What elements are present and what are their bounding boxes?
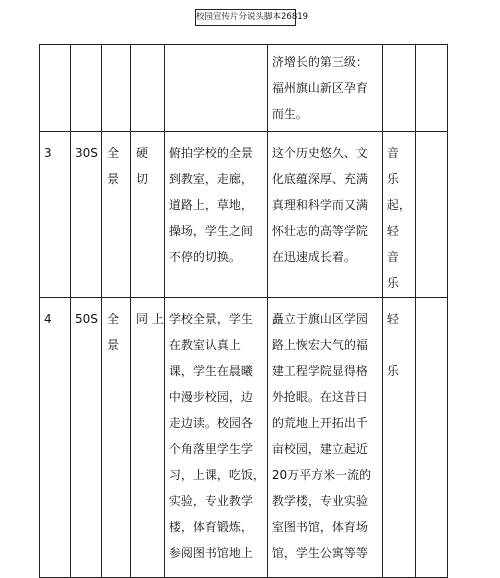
- cell-music: [382, 132, 415, 298]
- narration-line: 亩校园，建立起近: [271, 442, 368, 456]
- table-row: [40, 298, 448, 578]
- picture-line: 操场，学生之间: [168, 224, 253, 238]
- cell-duration: [71, 45, 102, 132]
- narration-line: 外抢眼。在这昔日: [271, 390, 368, 404]
- narration-line: 怀壮志的高等学院: [271, 224, 368, 238]
- cell-picture: [164, 132, 267, 298]
- cell-blank: [415, 132, 447, 298]
- picture-line: 在教室认真上: [168, 338, 241, 352]
- picture-line: 参阅图书馆地上: [168, 546, 253, 560]
- narration-line: 馆，学生公寓等等: [271, 546, 368, 560]
- music-line: 乐: [386, 172, 399, 186]
- picture-line: 中漫步校园，边: [168, 390, 253, 404]
- cell-blank: [415, 45, 447, 132]
- cell-no: [40, 45, 71, 132]
- music-line: 乐: [386, 364, 399, 378]
- movement-line: 同 上: [136, 312, 164, 326]
- narration-line: 真理和科学而又满: [271, 198, 368, 212]
- cell-picture: [164, 45, 267, 132]
- cell-music: [382, 45, 415, 132]
- picture-line: 习，上课，吃饭，: [168, 468, 265, 482]
- music-line: 轻: [386, 224, 399, 238]
- music-line: [387, 332, 415, 358]
- narration-line: 20万平方米一流的: [271, 468, 372, 482]
- narration-line: 在迅速成长着。: [271, 250, 356, 264]
- table-row: [40, 132, 448, 298]
- cell-movement: [131, 298, 165, 578]
- music-line: 轻: [386, 312, 399, 326]
- cell-movement: [131, 45, 165, 132]
- movement-line: 硬: [136, 146, 149, 160]
- script-table: [39, 44, 448, 578]
- movement-line: 切: [136, 172, 149, 186]
- narration-line: 福州旗山新区孕育: [271, 81, 368, 95]
- music-line: 音: [386, 146, 399, 160]
- music-line: 音: [386, 250, 399, 264]
- narration-line: 室图书馆，体育场: [271, 520, 368, 534]
- picture-line: 楼，体育锻炼，: [168, 520, 253, 534]
- document-title: 校园宣传片分说头脚本26819: [195, 9, 296, 26]
- narration-line: 济增长的第三级：: [271, 55, 368, 69]
- narration-line: 建工程学院显得格: [271, 364, 368, 378]
- picture-line: 到教室，走廊，: [168, 172, 253, 186]
- cell-shot: [102, 132, 131, 298]
- cell-shot: [102, 45, 131, 132]
- cell-duration: 30S: [71, 132, 102, 298]
- picture-line: 个角落里学生学: [168, 442, 253, 456]
- narration-line: 这个历史悠久、文: [271, 146, 368, 160]
- narration-line: 化底蕴深厚、充满: [271, 172, 368, 186]
- shot-line: 全: [107, 312, 120, 326]
- picture-line: 实验，专业教学: [168, 494, 253, 508]
- cell-picture: [164, 298, 267, 578]
- cell-narration: [267, 132, 382, 298]
- cell-shot: [102, 298, 131, 578]
- picture-line: 不停的切换。: [168, 250, 241, 264]
- picture-line: 俯拍学校的全景: [168, 146, 253, 160]
- narration-line: 教学楼，专业实验: [271, 494, 368, 508]
- picture-line: 道路上，草地，: [168, 198, 253, 212]
- cell-blank: [415, 298, 447, 578]
- narration-line: 的荒地上开拓出千: [271, 416, 368, 430]
- music-line: 乐: [386, 276, 399, 290]
- narration-line: 矗立于旗山区学园: [271, 312, 368, 326]
- cell-duration: 50S: [71, 298, 102, 578]
- cell-music: [382, 298, 415, 578]
- picture-line: 课，学生在晨曦: [168, 364, 253, 378]
- cell-narration: [267, 45, 382, 132]
- table-row: [40, 45, 448, 132]
- cell-movement: [131, 132, 165, 298]
- cell-no: 4: [40, 298, 71, 578]
- shot-line: 景: [107, 338, 120, 352]
- cell-narration: [267, 298, 382, 578]
- music-line: 起，: [386, 198, 411, 212]
- shot-line: 全: [107, 146, 120, 160]
- picture-line: 走边读。校园各: [168, 416, 253, 430]
- shot-line: 景: [107, 172, 120, 186]
- narration-line: 路上恢宏大气的福: [271, 338, 368, 352]
- narration-line: 而生。: [271, 107, 308, 121]
- cell-no: 3: [40, 132, 71, 298]
- picture-line: 学校全景，学生: [168, 312, 253, 326]
